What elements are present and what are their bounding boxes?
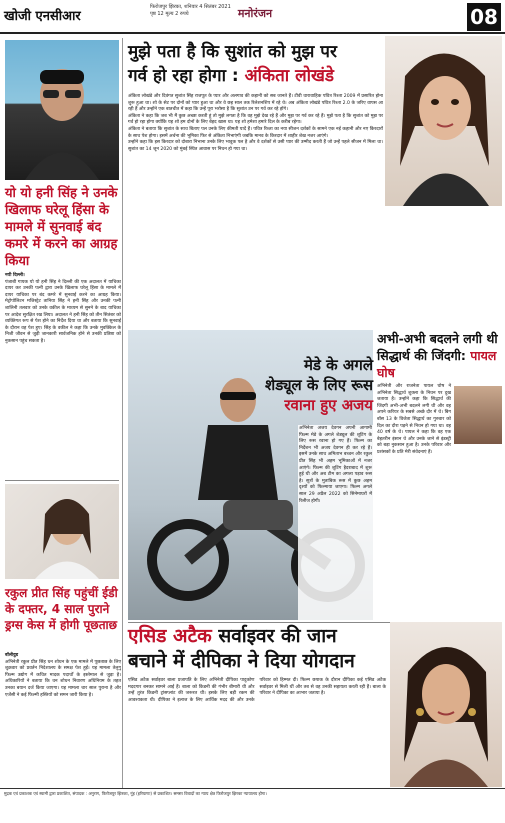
ajay-body (298, 425, 373, 620)
deepika-headline-line1 (128, 624, 388, 649)
ankita-headline-line2-black: गर्व हो रहा होगा : (128, 66, 239, 86)
siddharth-text: अभिनेत्री और राजनेता पायल घोष ने अभिनेता सिद्धार्थ शुक्ला के निधन पर दुख जताया है। उन्होंने कहा कि सिद्धार्थ की जिंदगी अभी-अभी बदलने लगी थी और वह अपने करियर के सबसे अच्छे दौर में थे। बिग बॉस 13 के विजेता सिद्धार्थ का गुरुवार को दिल का दौरा पड़ने से निधन हो गया था। वह 40 वर्ष के थे। पायल ने कहा कि वह एक बेहतरीन इंसान थे और उनके जाने से इंडस्ट्री को बड़ा नुकसान हुआ है। उनके परिवार और प्रशंसकों के प्रति मेरी संवेदनाएं हैं। (377, 384, 453, 455)
person-silhouette-icon (385, 36, 502, 206)
deepika-headline-black: सर्वाइवर की जान (218, 625, 337, 647)
deepika-headline-red: एसिड अटैक (128, 625, 212, 647)
rakul-text: अभिनेत्री रकुल प्रीत सिंह धन शोधन के एक मामले में पूछताछ के लिए शुक्रवार को प्रवर्तन निदेशालय के समक्ष पेश हुईं। यह मामला तेलुगु फिल्म उद्योग में कथित मादक पदार्थों के इस्तेमाल से जुड़ा है। अधिकारियों ने बताया कि धन शोधन निवारण अधिनियम के तहत उनका बयान दर्ज किया जाएगा। यह मामला चार साल पुराना है और एजेंसी ने कई फिल्मी हस्तियों को समन जारी किया है। (5, 659, 123, 698)
imprint-footer: मुद्रक एवं प्रकाशक एवं स्वामी द्वारा प्रकाशित, संपादक : अनुराग, फिरोजपुर झिरका, नूंह (हरियाणा) से प्रकाशित। समस्त विवादों का न्याय क्षेत्र फिरोजपुर झिरका न्यायालय होगा। (0, 788, 505, 800)
issue-date-line: फिरोजपुर झिरका, शनिवार 4 सितंबर 2021 (150, 4, 231, 10)
ajay-headline (265, 355, 373, 415)
payal-ghosh-photo (454, 386, 502, 444)
page-number: 08 (467, 3, 501, 31)
column-divider (5, 480, 119, 481)
ankita-text: अंकिता लोखंडे और दिवंगत सुशांत सिंह राजपूत के प्यार और अलगाव की कहानी को सब जानते हैं। टीवी धारावाहिक पवित्र रिश्ता 2009 में प्रसारित होना शुरू हुआ था। शो के सेट पर दोनों को प्यार हुआ था और वे छह साल तक रिलेशनशिप में रहे थे। अब अंकिता लोखंडे पवित्र रिश्ता 2.0 के जरिए वापस आ रही हैं और उन्होंने एक बातचीत में कहा कि उन्हें पूरा भरोसा है कि सुशांत उन पर गर्व कर रहे होंगे। अंकिता ने कहा कि जब भी मैं कुछ अच्छा करती हूं तो मुझे लगता है कि वह मुझे देख रहे हैं और मुझ पर गर्व कर रहे हैं। मुझे पता है कि सुशांत को मुझ पर गर्व हो रहा होगा क्योंकि यह शो हम दोनों के लिए बेहद खास था। यह शो हमेशा हमारे दिल के करीब रहेगा। अंकिता ने बताया कि सुशांत के साथ बिताए पल उनके लिए कीमती यादें हैं। पवित्र रिश्ता का नया सीजन दर्शकों के सामने एक नई कहानी और नए किरदारों के साथ पेश होगा। इसमें अर्चना की भूमिका फिर से अंकिता निभाएंगी जबकि मानव के किरदार में शाहीर शेख नजर आएंगे। उन्होंने कहा कि इस किरदार को दोबारा निभाना उनके लिए भावुक पल है और वे दर्शकों से उसी प्यार की उम्मीद करती हैं जो उन्हें पहले सीजन में मिला था। सुशांत का 14 जून 2020 को मुंबई स्थित आवास पर निधन हो गया था। (128, 94, 383, 152)
ankita-headline-line1: मुझे पता है कि सुशांत को मुझ पर (128, 42, 337, 62)
person-silhouette-icon (5, 40, 119, 180)
newspaper-logo: खोजी एनसीआर (4, 9, 81, 24)
ankita-headline-name: अंकिता लोखंडे (244, 66, 335, 86)
honey-singh-dateline: नयी दिल्ली। (5, 273, 25, 278)
deepika-headline-line2: बचाने में दीपिका ने दिया योगदान (128, 650, 355, 672)
rakul-preet-photo (5, 484, 119, 579)
deepika-photo (390, 622, 502, 787)
masthead (0, 0, 505, 34)
ankita-photo (385, 36, 502, 206)
rakul-headline: रकुल प्रीत सिंह पहुंचीं ईडी के दफ्तर, 4 साल पुराने ड्रग्स केस में होगी पूछताछ (5, 586, 118, 632)
honey-singh-body (5, 273, 121, 478)
ajay-text: अभिनेता अजय देवगन अपनी आगामी फिल्म मेडे के अगले शेड्यूल की शूटिंग के लिए रूस रवाना हो गए हैं। फिल्म का निर्देशन भी अजय देवगन ही कर रहे हैं। इसमें उनके साथ अमिताभ बच्चन और रकुल प्रीत सिंह भी अहम भूमिकाओं में नजर आएंगे। फिल्म की शूटिंग हैदराबाद में शुरू हुई थी और अब टीम का अगला पड़ाव रूस है। सूत्रों के मुताबिक रूस में कुछ अहम दृश्यों को फिल्माया जाएगा। फिल्म अगले साल 29 अप्रैल 2022 को सिनेमाघरों में रिलीज होगी। (299, 426, 374, 504)
ankita-headline-line2 (128, 64, 383, 88)
ajay-headline-red: रवाना हुए अजय (284, 396, 373, 414)
person-silhouette-icon (5, 484, 119, 579)
honey-singh-text: पंजाबी गायक यो यो हनी सिंह ने दिल्ली की एक अदालत में याचिका दायर कर उनकी पत्नी द्वारा उनके खिलाफ घरेलू हिंसा के मामले में दायर याचिका पर बंद कमरे में सुनवाई करने का आग्रह किया। मेट्रोपोलिटन मजिस्ट्रेट तानिया सिंह ने हनी सिंह और उनकी पत्नी शालिनी तलवार को उनके वकील के माध्यम से सुनने के बाद याचिका पर आदेश सुरक्षित रख लिया। अदालत ने हनी सिंह को तीन सितंबर को व्यक्तिगत रूप से पेश होने का निर्देश दिया था और बताया कि सुनवाई के दौरान वह पेश हुए। सिंह के वकील ने कहा कि उनके मुवक्किल के निजी जीवन से जुड़ी जानकारी सार्वजनिक होने से उनकी प्रतिष्ठा को नुकसान पहुंच सकता है। (5, 279, 123, 344)
rakul-dateline: बॉलीवुड (5, 653, 19, 658)
siddharth-headline-name: पायल घोष (377, 348, 497, 380)
deepika-headline (128, 624, 388, 674)
siddharth-headline (377, 330, 502, 381)
siddharth-body (377, 384, 502, 614)
issue-price-line: पृष्ठ 12 मूल्य 2 रुपये (150, 11, 189, 17)
siddharth-headline-text: अभी-अभी बदलने लगी थी सिद्धार्थ की जिंदगी: (377, 331, 498, 363)
ajay-headline-text: मेडे के अगले शेड्यूल के लिए रूस (265, 356, 374, 394)
ankita-body (128, 94, 383, 324)
person-silhouette-icon (390, 622, 502, 787)
deepika-text: एसिड अटैक सर्वाइवर बाला प्रजापति के लिए अभिनेत्री दीपिका पादुकोण मददगार बनकर सामने आई हैं। बाला को किडनी की गंभीर बीमारी थी और उन्हें तुरंत किडनी ट्रांसप्लांट की जरूरत थी। इसके लिए बड़ी रकम की आवश्यकता थी। दीपिका ने इलाज के लिए आर्थिक मदद की और उनके परिवार को हिम्मत दी। फिल्म छपाक के दौरान दीपिका कई एसिड अटैक सर्वाइवर से मिली थीं और तब से वह उनकी सहायता करती रही हैं। बाला के परिवार ने दीपिका का आभार जताया है। (128, 678, 388, 703)
honey-singh-headline: यो यो हनी सिंह ने उनके खिलाफ घरेलू हिंसा के मामले में सुनवाई बंद कमरे में करने का आग्रह किया (5, 186, 118, 269)
section-title: मनोरंजन (237, 7, 273, 20)
ankita-headline (128, 40, 383, 88)
left-column (3, 38, 123, 788)
honey-singh-photo (5, 40, 119, 180)
deepika-body (128, 678, 386, 786)
